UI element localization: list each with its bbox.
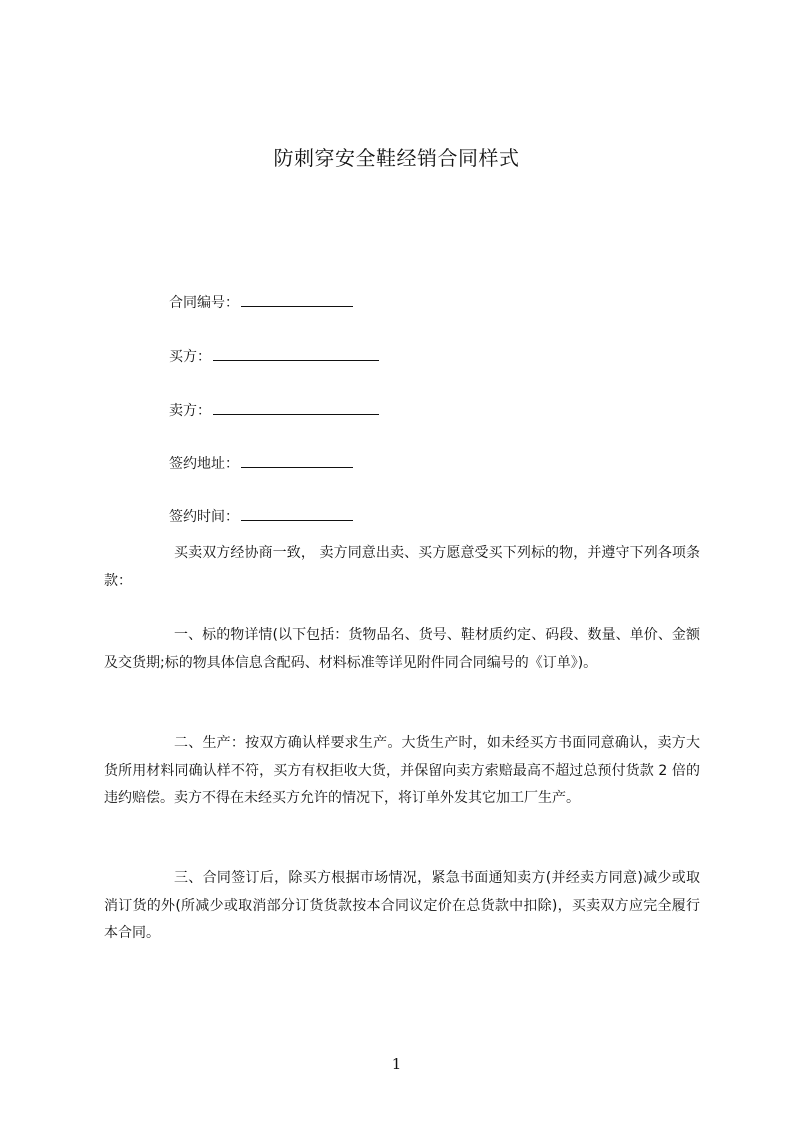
buyer-blank: [213, 346, 379, 361]
contract-number-blank: [241, 292, 353, 307]
sign-place-field: [169, 453, 353, 473]
clause-2-paragraph: 二、生产：按双方确认样要求生产。大货生产时，如未经买方书面同意确认，卖方大货所用材料同确认样不符，买方有权拒收大货，并保留向卖方索赔最高不超过总预付货款 2 倍的违约赔偿。卖方不得在未经买方允许的情况下，将订单外发其它加工厂生产。: [104, 735, 700, 806]
seller-field: [169, 400, 379, 420]
seller-blank: [213, 400, 379, 415]
sign-time-blank: [241, 506, 353, 521]
buyer-field: [169, 346, 379, 366]
buyer-label: 买方：: [169, 349, 211, 365]
sign-time-label: 签约时间：: [169, 509, 239, 525]
page-number: 1: [391, 1055, 402, 1073]
seller-label: 卖方：: [169, 403, 211, 419]
clause-1-paragraph: 一、标的物详情(以下包括：货物品名、货号、鞋材质约定、码段、数量、单价、金额及交货期;标的物具体信息含配码、材料标准等详见附件同合同编号的《订单》)。: [104, 627, 700, 671]
sign-time-field: [169, 506, 353, 526]
contract-number-label: 合同编号：: [169, 295, 239, 311]
clause-3-paragraph: 三、合同签订后，除买方根据市场情况，紧急书面通知卖方(并经卖方同意)减少或取消订货的外(所减少或取消部分订货货款按本合同议定价在总货款中扣除)，买卖双方应完全履行本合同。: [104, 870, 700, 941]
sign-place-label: 签约地址：: [169, 456, 239, 472]
intro-paragraph: 买卖双方经协商一致， 卖方同意出卖、买方愿意受买下列标的物，并遵守下列各项条款：: [104, 545, 700, 589]
document-title: 防刺穿安全鞋经销合同样式: [273, 146, 520, 170]
sign-place-blank: [241, 453, 353, 468]
contract-number-field: [169, 292, 353, 312]
